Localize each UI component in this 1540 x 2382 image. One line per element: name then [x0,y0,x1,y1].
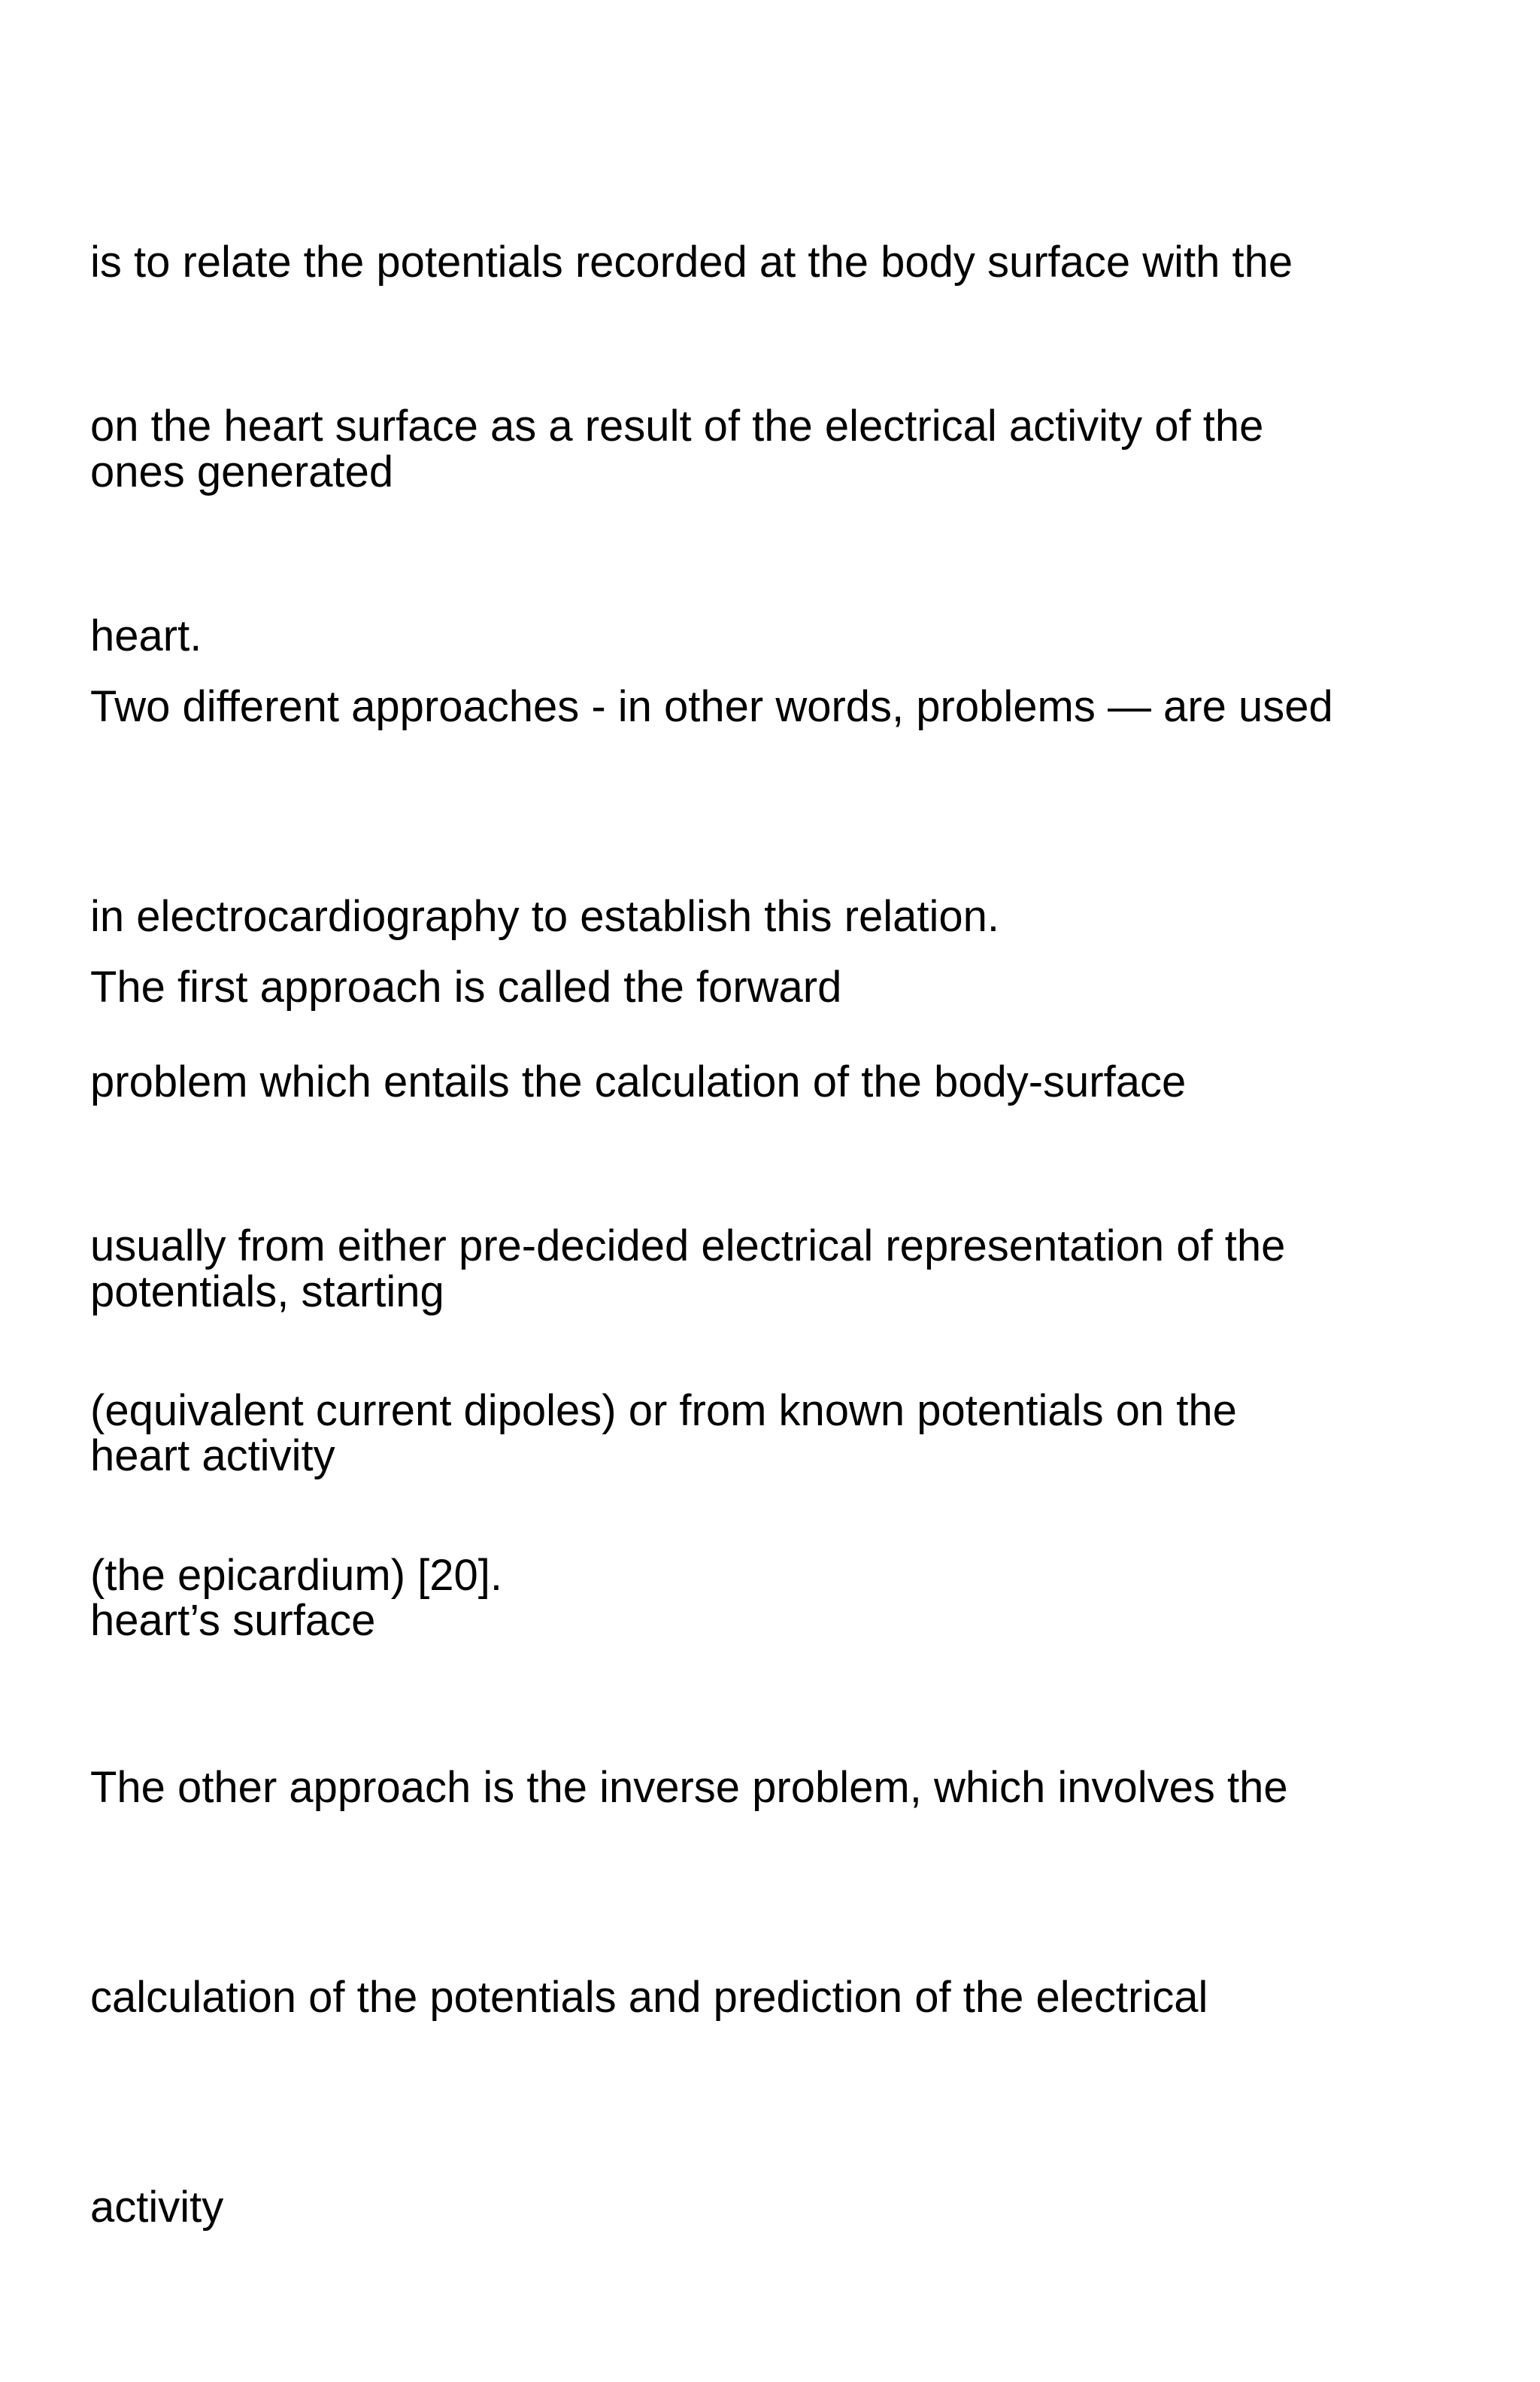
text-line: problem which entails the calculation of the body-surface [90,1057,1187,1106]
text-line: calculation of the potentials and prediction of the electrical [90,1973,1208,2022]
text-line: The first approach is called the forward [90,963,842,1012]
text-line: The other approach is the inverse problem, which involves the [90,1763,1288,1812]
text-line: potentials, starting [90,1267,444,1316]
text-line: (equivalent current dipoles) or from known potentials on the [90,1386,1237,1435]
text-line: heart’s surface [90,1596,376,1645]
text-line: on the heart surface as a result of the electrical activity of the [90,402,1264,451]
text-line: usually from either pre-decided electrical representation of the [90,1221,1286,1270]
text-line: ones generated [90,448,394,496]
text-line: heart. [90,611,202,660]
text-line: is to relate the potentials recorded at the body surface with the [90,238,1293,287]
text-line: Two different approaches - in other words, problems — are used [90,682,1333,731]
paragraph-inverse-problem [90,1613,1459,2382]
text-line: (the epicardium) [20]. [90,1551,503,1600]
text-line: heart activity [90,1431,335,1480]
text-line: in electrocardiography to establish this relation. [90,892,999,941]
text-line: activity [90,2183,224,2232]
